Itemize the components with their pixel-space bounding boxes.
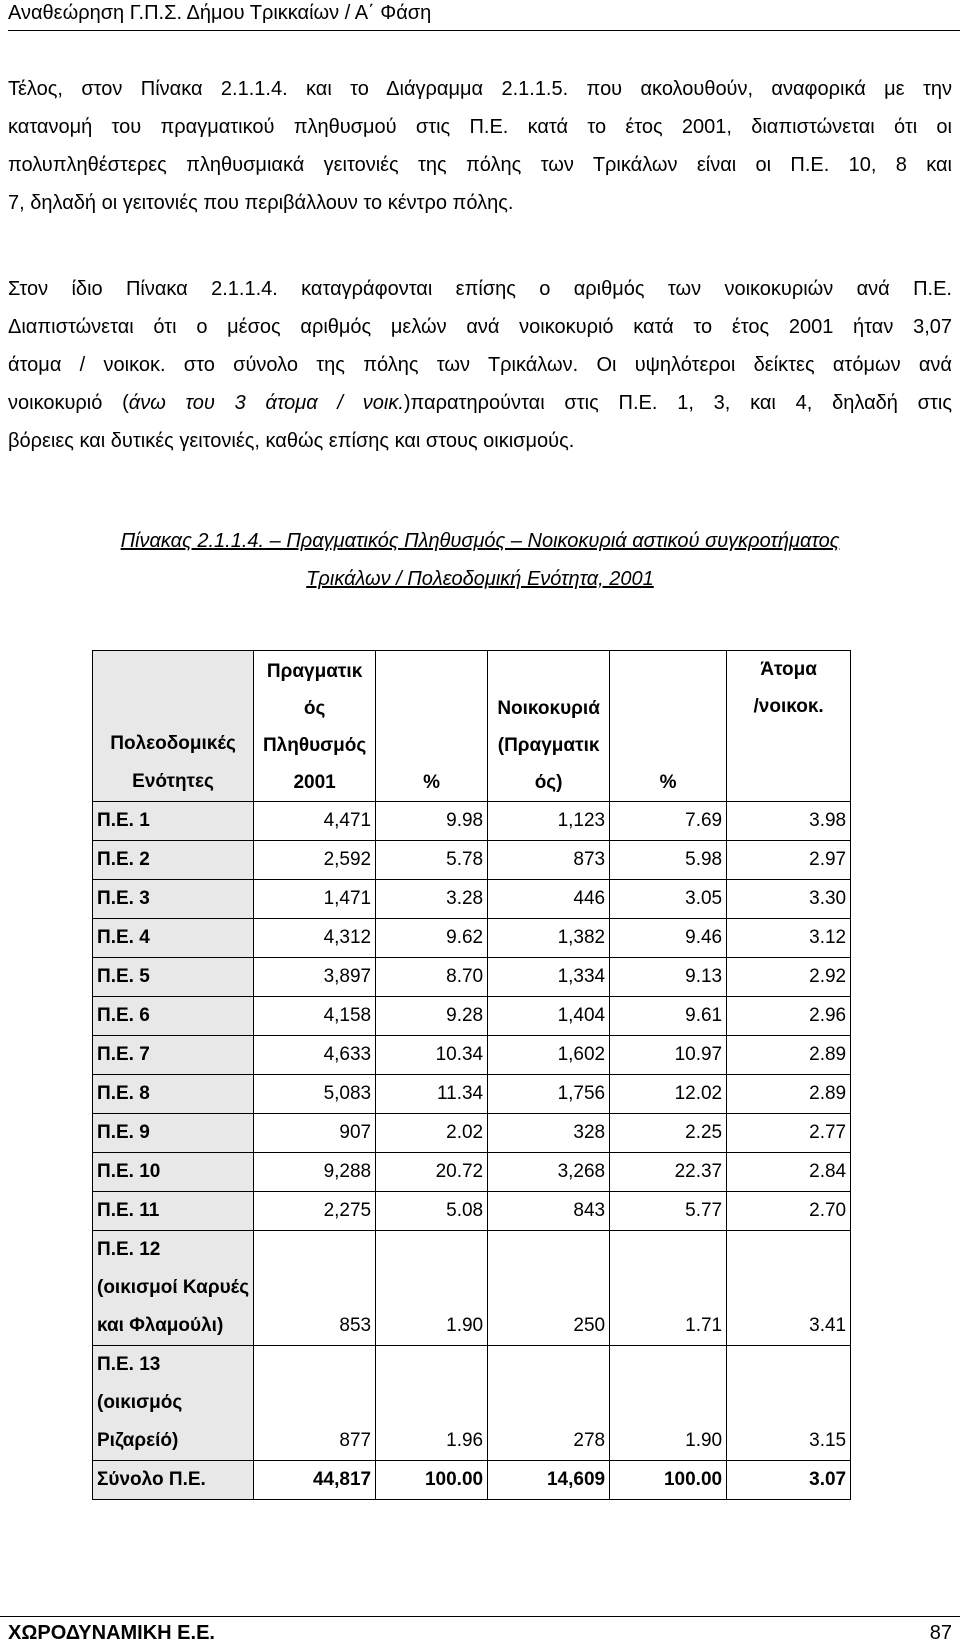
cell-pop-pct: 11.34 [376, 1075, 488, 1114]
table-row [93, 958, 851, 997]
row-label [93, 1192, 254, 1231]
cell-hh-pct: 1.71 [610, 1231, 727, 1346]
header-text: Πραγματικ [266, 661, 363, 682]
cell-ratio: 2.97 [727, 841, 851, 880]
cell-hh-pct: 1.90 [610, 1346, 727, 1461]
cell-ratio: 2.70 [727, 1192, 851, 1231]
row-label [93, 1114, 254, 1153]
header-text: 2001 [293, 772, 336, 793]
cell-pop: 3,897 [254, 958, 376, 997]
paragraph-1-line-2: κατανομή του πραγματικού πληθυσμού στις Π.Ε. κατά το έτος 2001, διαπιστώνεται ότι οι [8, 116, 952, 138]
cell-pop: 9,288 [254, 1153, 376, 1192]
header-text: % [659, 772, 677, 793]
cell-ratio: 3.98 [727, 802, 851, 841]
cell-hh: 873 [488, 841, 610, 880]
cell-hh-pct: 9.61 [610, 997, 727, 1036]
header-text: (Πραγματικ [497, 735, 600, 756]
table-header-row [93, 651, 851, 802]
header-persons-per-household [727, 651, 851, 802]
row-label [93, 841, 254, 880]
row-label-text: Π.Ε. 5 [97, 966, 150, 987]
cell-hh: 1,334 [488, 958, 610, 997]
cell-ratio: 2.92 [727, 958, 851, 997]
header-households [488, 651, 610, 802]
row-label-text: Π.Ε. 8 [97, 1083, 150, 1104]
cell-hh: 1,756 [488, 1075, 610, 1114]
paragraph-2-line-1: Στον ίδιο Πίνακα 2.1.1.4. καταγράφονται επίσης ο αριθμός των νοικοκυριών ανά Π.Ε. [8, 278, 952, 300]
cell-hh: 250 [488, 1231, 610, 1346]
header-text: ός [303, 698, 326, 719]
cell-pop-pct: 5.08 [376, 1192, 488, 1231]
cell-hh: 843 [488, 1192, 610, 1231]
header-population [254, 651, 376, 802]
cell-pop: 1,471 [254, 880, 376, 919]
table-row [93, 997, 851, 1036]
paragraph-2-line-4-post: )παρατηρούνται στις Π.Ε. 1, 3, και 4, δηλαδή στις [403, 392, 952, 414]
table-row [93, 1153, 851, 1192]
row-label [93, 997, 254, 1036]
table-row [93, 1346, 851, 1461]
row-label-text: Π.Ε. 3 [97, 888, 150, 909]
row-label-text: Π.Ε. 11 [97, 1200, 160, 1221]
paragraph-1 [8, 70, 952, 222]
row-label-text: Π.Ε. 10 [97, 1161, 161, 1182]
paragraph-2-line-4 [8, 384, 952, 422]
footer-rule [0, 1616, 960, 1617]
header-text: Πληθυσμός [262, 735, 367, 756]
cell-hh-pct: 22.37 [610, 1153, 727, 1192]
row-label-text: Π.Ε. 12 [97, 1239, 161, 1260]
cell-ratio: 2.89 [727, 1075, 851, 1114]
header-text: Άτομα [760, 659, 817, 680]
cell-pop-pct: 9.62 [376, 919, 488, 958]
running-header: Αναθεώρηση Γ.Π.Σ. Δήμου Τρικκαίων / Α΄ Φάση [8, 2, 432, 24]
caption-line-1 [8, 522, 952, 560]
cell-ratio: 3.41 [727, 1231, 851, 1346]
row-label-text: (οικισμός [97, 1392, 183, 1413]
cell-ratio: 2.89 [727, 1036, 851, 1075]
cell-hh: 1,123 [488, 802, 610, 841]
total-hh-pct: 100.00 [610, 1461, 727, 1500]
cell-pop: 877 [254, 1346, 376, 1461]
header-text: ός) [534, 772, 563, 793]
cell-ratio: 2.96 [727, 997, 851, 1036]
footer-page-number: 87 [929, 1622, 952, 1644]
paragraph-2-line-4-pre: νοικοκυριό ( [8, 392, 129, 414]
header-population-pct [376, 651, 488, 802]
paragraph-2-line-2: Διαπιστώνεται ότι ο μέσος αριθμός μελών ανά νοικοκυριό κατά το έτος 2001 ήταν 3,07 [8, 316, 952, 338]
row-label [93, 880, 254, 919]
paragraph-1-line-3: πολυπληθέστερες πληθυσμιακά γειτονιές της πόλης των Τρικάλων είναι οι Π.Ε. 10, 8 και [8, 154, 952, 176]
header-text: % [423, 772, 441, 793]
cell-pop-pct: 9.28 [376, 997, 488, 1036]
cell-ratio: 3.12 [727, 919, 851, 958]
cell-pop: 4,633 [254, 1036, 376, 1075]
cell-hh-pct: 9.46 [610, 919, 727, 958]
cell-hh: 1,404 [488, 997, 610, 1036]
row-label [93, 1346, 254, 1461]
cell-hh-pct: 10.97 [610, 1036, 727, 1075]
cell-pop: 2,592 [254, 841, 376, 880]
cell-pop-pct: 3.28 [376, 880, 488, 919]
table-row [93, 880, 851, 919]
cell-hh-pct: 12.02 [610, 1075, 727, 1114]
table-total-row [93, 1461, 851, 1500]
paragraph-1-line-4: 7, δηλαδή οι γειτονιές που περιβάλλουν το κέντρο πόλης. [8, 192, 514, 214]
table-row [93, 802, 851, 841]
row-label-text: Π.Ε. 4 [97, 927, 150, 948]
cell-hh-pct: 5.98 [610, 841, 727, 880]
cell-pop-pct: 1.96 [376, 1346, 488, 1461]
row-label-text: και Φλαμούλι) [97, 1315, 224, 1336]
caption-title: – Πραγματικός Πληθυσμός – Νοικοκυριά αστικού συγκροτήματος [264, 530, 840, 552]
cell-pop-pct: 20.72 [376, 1153, 488, 1192]
cell-hh-pct: 2.25 [610, 1114, 727, 1153]
cell-hh: 1,382 [488, 919, 610, 958]
cell-pop: 4,471 [254, 802, 376, 841]
row-label [93, 802, 254, 841]
cell-pop-pct: 9.98 [376, 802, 488, 841]
paragraph-2-line-4-italic: άνω του 3 άτομα / νοικ. [128, 392, 404, 414]
paragraph-1-line-1: Τέλος, στον Πίνακα 2.1.1.4. και το Διάγραμμα 2.1.1.5. που ακολουθούν, αναφορικά με την [8, 78, 952, 100]
table-row [93, 841, 851, 880]
cell-pop-pct: 2.02 [376, 1114, 488, 1153]
cell-pop-pct: 5.78 [376, 841, 488, 880]
caption-line-2: Τρικάλων / Πολεοδομική Ενότητα, 2001 [306, 568, 654, 590]
total-ratio: 3.07 [727, 1461, 851, 1500]
table-caption [8, 522, 952, 598]
row-label [93, 1231, 254, 1346]
cell-ratio: 2.84 [727, 1153, 851, 1192]
cell-pop: 2,275 [254, 1192, 376, 1231]
cell-ratio: 2.77 [727, 1114, 851, 1153]
total-pop: 44,817 [254, 1461, 376, 1500]
header-text: /νοικοκ. [753, 696, 824, 717]
cell-pop: 907 [254, 1114, 376, 1153]
cell-hh: 1,602 [488, 1036, 610, 1075]
cell-pop-pct: 1.90 [376, 1231, 488, 1346]
row-label-text: Π.Ε. 1 [97, 810, 150, 831]
row-label [93, 958, 254, 997]
footer-company: ΧΩΡΟΔΥΝΑΜΙΚΗ Ε.Ε. [8, 1622, 215, 1644]
header-planning-units [93, 651, 254, 802]
cell-pop: 4,158 [254, 997, 376, 1036]
row-label-text: Π.Ε. 7 [97, 1044, 150, 1065]
header-text: Ενότητες [132, 771, 214, 792]
row-label [93, 1075, 254, 1114]
cell-pop: 5,083 [254, 1075, 376, 1114]
row-label [93, 1036, 254, 1075]
header-households-pct [610, 651, 727, 802]
table-row [93, 1192, 851, 1231]
table-row [93, 919, 851, 958]
cell-pop-pct: 8.70 [376, 958, 488, 997]
total-hh: 14,609 [488, 1461, 610, 1500]
table-body [93, 802, 851, 1500]
total-label: Σύνολο Π.Ε. [93, 1461, 254, 1500]
cell-hh-pct: 9.13 [610, 958, 727, 997]
cell-hh: 328 [488, 1114, 610, 1153]
caption-label: Πίνακας 2.1.1.4. [120, 530, 265, 552]
header-rule [8, 30, 960, 31]
cell-pop-pct: 10.34 [376, 1036, 488, 1075]
cell-hh: 3,268 [488, 1153, 610, 1192]
cell-pop: 4,312 [254, 919, 376, 958]
cell-hh: 278 [488, 1346, 610, 1461]
total-pop-pct: 100.00 [376, 1461, 488, 1500]
cell-hh: 446 [488, 880, 610, 919]
row-label-text: (οικισμοί Καρυές [97, 1277, 250, 1298]
row-label-text: Π.Ε. 2 [97, 849, 150, 870]
row-label-text: Ριζαρείό) [97, 1430, 179, 1451]
header-text: Πολεοδομικές [110, 733, 236, 754]
table-row [93, 1231, 851, 1346]
row-label [93, 1153, 254, 1192]
cell-hh-pct: 7.69 [610, 802, 727, 841]
table-row [93, 1036, 851, 1075]
table-row [93, 1075, 851, 1114]
cell-hh-pct: 3.05 [610, 880, 727, 919]
paragraph-2-line-5: βόρειες και δυτικές γειτονιές, καθώς επίσης και στους οικισμούς. [8, 430, 575, 452]
row-label [93, 919, 254, 958]
row-label-text: Π.Ε. 9 [97, 1122, 150, 1143]
cell-ratio: 3.30 [727, 880, 851, 919]
population-table [92, 650, 851, 1500]
table-row [93, 1114, 851, 1153]
row-label-text: Π.Ε. 6 [97, 1005, 150, 1026]
row-label-text: Π.Ε. 13 [97, 1354, 161, 1375]
cell-pop: 853 [254, 1231, 376, 1346]
cell-hh-pct: 5.77 [610, 1192, 727, 1231]
paragraph-2-line-3: άτομα / νοικοκ. στο σύνολο της πόλης των Τρικάλων. Οι υψηλότεροι δείκτες ατόμων ανά [8, 354, 952, 376]
header-text: Νοικοκυριά [497, 698, 600, 719]
cell-ratio: 3.15 [727, 1346, 851, 1461]
paragraph-2 [8, 270, 952, 460]
